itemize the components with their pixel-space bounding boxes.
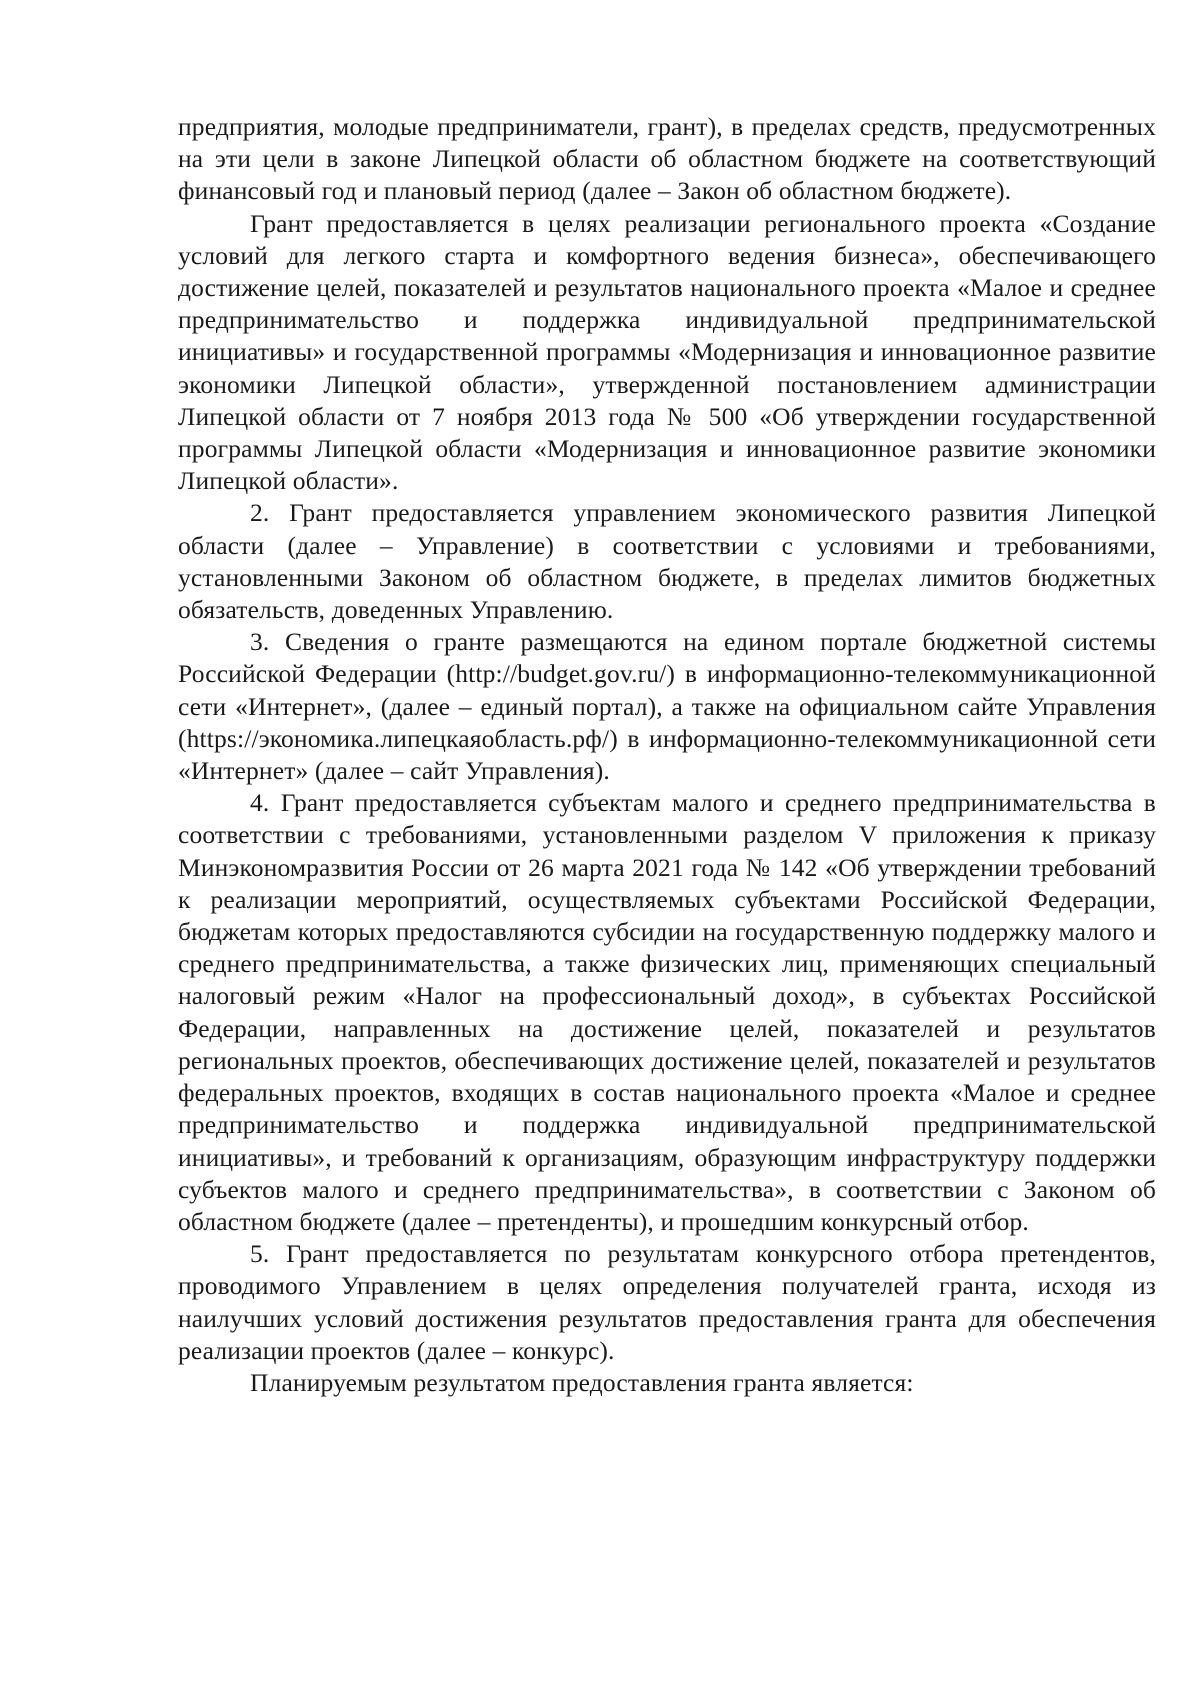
paragraph-continuation: предприятия, молодые предприниматели, грант), в пределах средств, предусмотренных на эти цели в законе Липецкой области об областном бюджете на соответствующий финансовый год и плановый период (далее – Закон об областном бюджете).	[178, 112, 1156, 206]
paragraph-item-5: 5. Грант предоставляется по результатам конкурсного отбора претендентов, проводимого Управлением в целях определения получателей гранта, исходя из наилучших условий достижения результатов предоставления гранта для обеспечения реализации проектов (далее – конкурс).	[178, 1239, 1156, 1365]
paragraph-item-2: 2. Грант предоставляется управлением экономического развития Липецкой области (далее – Управление) в соответствии с условиями и требованиями, установленными Законом об областном бюджете, в пределах лимитов бюджетных обязательств, доведенных Управлению.	[178, 498, 1156, 625]
paragraph-grant-purpose: Грант предоставляется в целях реализации регионального проекта «Создание условий для легкого старта и комфортного ведения бизнеса», обеспечивающего достижение целей, показателей и результатов национального проекта «Малое и среднее предпринимательство и поддержка индивидуальной предпринимательской инициативы» и государственной программы «Модернизация и инновационное развитие экономики Липецкой области», утвержденной постановлением администрации Липецкой области от 7 ноября 2013 года № 500 «Об утверждении государственной программы Липецкой области «Модернизация и инновационное развитие экономики Липецкой области».	[178, 208, 1156, 496]
paragraph-item-4: 4. Грант предоставляется субъектам малого и среднего предпринимательства в соответствии с требованиями, установленными разделом V приложения к приказу Минэкономразвития России от 26 марта 2021 года № 142 «Об утверждении требований к реализации мероприятий, осуществляемых субъектами Российской Федерации, бюджетам которых предоставляются субсидии на государственную поддержку малого и среднего предпринимательства, а также физических лиц, применяющих специальный налоговый режим «Налог на профессиональный доход», в субъектах Российской Федерации, направленных на достижение целей, показателей и результатов региональных проектов, обеспечивающих достижение целей, показателей и результатов федеральных проектов, входящих в состав национального проекта «Малое и среднее предпринимательство и поддержка индивидуальной предпринимательской инициативы», и требований к организациям, образующим инфраструктуру поддержки субъектов малого и среднего предпринимательства», в соответствии с Законом об областном бюджете (далее – претенденты), и прошедшим конкурсный отбор.	[178, 788, 1156, 1236]
paragraph-item-3: 3. Сведения о гранте размещаются на едином портале бюджетной системы Российской Федерации (http://budget.gov.ru/) в информационно-телекоммуникационной сети «Интернет», (далее – единый портал), а также на официальном сайте Управления (https://экономика.липецкаяобласть.рф/) в информационно-телекоммуникационной сети «Интернет» (далее – сайт Управления).	[178, 627, 1156, 786]
document-body	[178, 111, 1156, 1399]
paragraph-planned-result: Планируемым результатом предоставления гранта является:	[250, 1367, 914, 1397]
